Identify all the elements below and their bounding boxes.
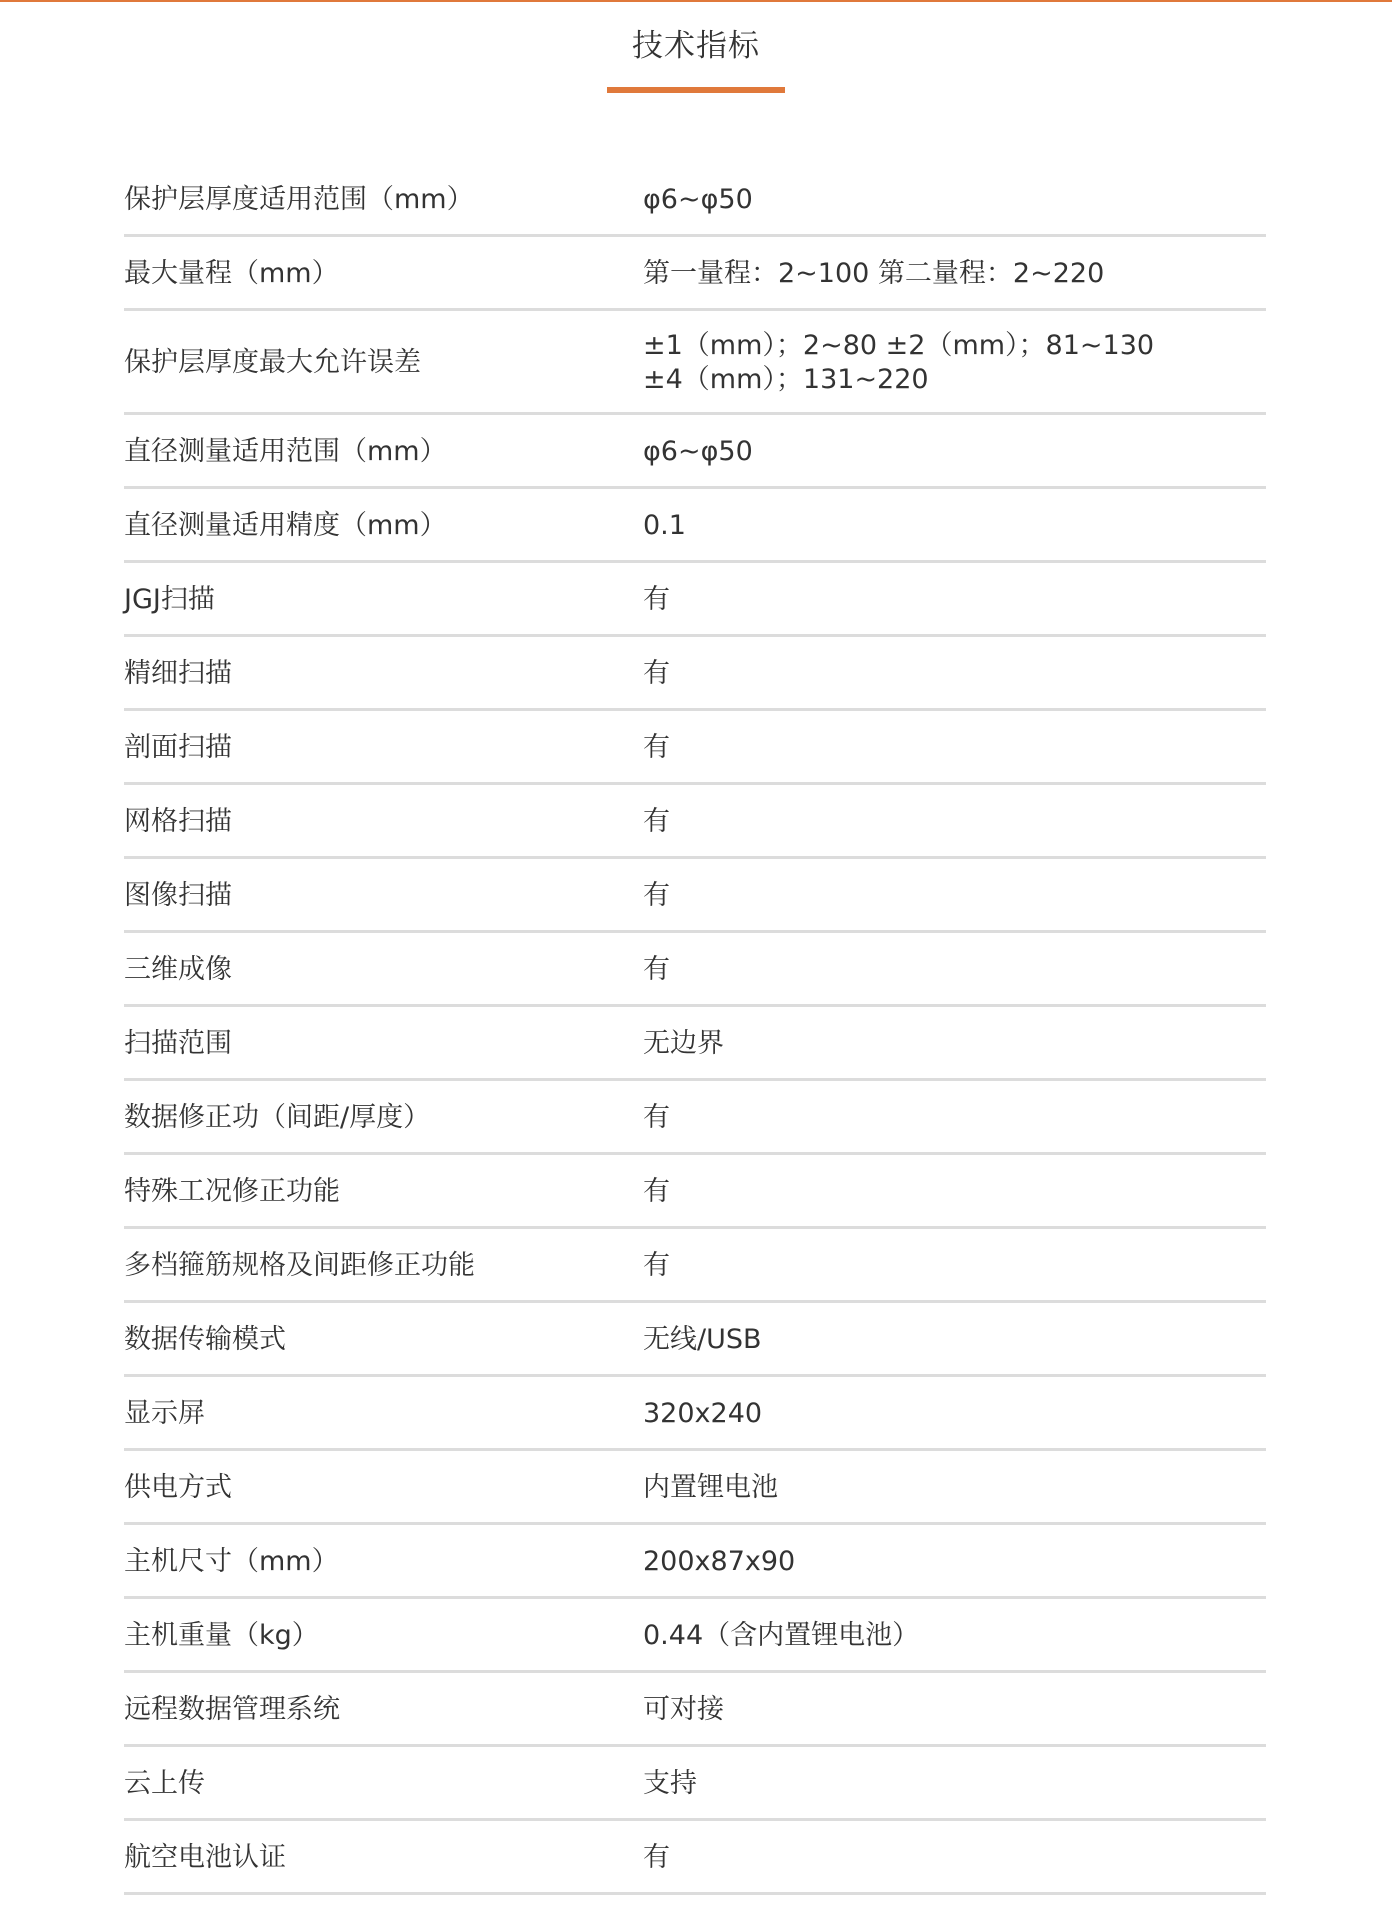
- spec-value: 0.44（含内置锂电池）: [643, 1619, 920, 1651]
- spec-value: 有: [643, 1101, 670, 1133]
- spec-label: 特殊工况修正功能: [124, 1175, 340, 1207]
- spec-row: [124, 1007, 1266, 1081]
- spec-label: 航空电池认证: [124, 1841, 286, 1873]
- spec-value: 有: [643, 1175, 670, 1207]
- section-header: [0, 0, 1392, 95]
- spec-row: [124, 1747, 1266, 1821]
- spec-value: 有: [643, 879, 670, 911]
- spec-label: 最大量程（mm）: [124, 257, 339, 289]
- spec-row: [124, 711, 1266, 785]
- spec-row: [124, 1229, 1266, 1303]
- spec-label: 网格扫描: [124, 805, 232, 837]
- spec-value: ±1（mm）；2~80 ±2（mm）；81~130 ±4（mm）；131~220: [643, 329, 1155, 395]
- spec-label: 主机重量（kg）: [124, 1619, 319, 1651]
- spec-value: φ6~φ50: [643, 435, 753, 467]
- spec-row: [124, 237, 1266, 311]
- spec-row: [124, 1155, 1266, 1229]
- spec-row: [124, 1377, 1266, 1451]
- spec-row: [124, 1303, 1266, 1377]
- spec-label: 多档箍筋规格及间距修正功能: [124, 1249, 475, 1281]
- spec-row: [124, 163, 1266, 237]
- section-title: 技术指标: [632, 28, 760, 64]
- spec-label: 远程数据管理系统: [124, 1693, 340, 1725]
- spec-value: 有: [643, 953, 670, 985]
- spec-value: 无线/USB: [643, 1323, 762, 1355]
- spec-value: 有: [643, 731, 670, 763]
- spec-row: [124, 1451, 1266, 1525]
- spec-row: [124, 1673, 1266, 1747]
- spec-value: 有: [643, 805, 670, 837]
- spec-row: [124, 489, 1266, 563]
- spec-label: 保护层厚度适用范围（mm）: [124, 183, 474, 215]
- spec-row: [124, 785, 1266, 859]
- spec-value: 第一量程：2~100 第二量程：2~220: [643, 257, 1105, 289]
- spec-value: 有: [643, 1249, 670, 1281]
- title-underline: [607, 87, 785, 93]
- spec-value: 内置锂电池: [643, 1471, 778, 1503]
- spec-row: [124, 1525, 1266, 1599]
- spec-row: [124, 563, 1266, 637]
- spec-table: [124, 163, 1266, 1895]
- spec-value: φ6~φ50: [643, 183, 753, 215]
- spec-row: [124, 933, 1266, 1007]
- spec-label: 三维成像: [124, 953, 232, 985]
- spec-label: 图像扫描: [124, 879, 232, 911]
- spec-label: 直径测量适用精度（mm）: [124, 509, 447, 541]
- spec-value: 有: [643, 657, 670, 689]
- spec-label: 保护层厚度最大允许误差: [124, 346, 421, 378]
- spec-value: 200x87x90: [643, 1545, 796, 1577]
- spec-label: 显示屏: [124, 1397, 205, 1429]
- spec-label: 直径测量适用范围（mm）: [124, 435, 447, 467]
- spec-label: 主机尺寸（mm）: [124, 1545, 339, 1577]
- spec-value: 支持: [643, 1767, 697, 1799]
- spec-value: 有: [643, 1841, 670, 1873]
- spec-row: [124, 1599, 1266, 1673]
- spec-row: [124, 1821, 1266, 1895]
- spec-label: 精细扫描: [124, 657, 232, 689]
- spec-label: 云上传: [124, 1767, 205, 1799]
- spec-row: [124, 311, 1266, 415]
- spec-row: [124, 1081, 1266, 1155]
- spec-value: 无边界: [643, 1027, 724, 1059]
- spec-row: [124, 415, 1266, 489]
- spec-label: JGJ扫描: [124, 583, 215, 615]
- spec-label: 扫描范围: [124, 1027, 232, 1059]
- spec-value: 可对接: [643, 1693, 724, 1725]
- spec-row: [124, 637, 1266, 711]
- spec-label: 剖面扫描: [124, 731, 232, 763]
- spec-row: [124, 859, 1266, 933]
- spec-label: 数据传输模式: [124, 1323, 286, 1355]
- spec-value: 0.1: [643, 509, 686, 541]
- spec-label: 数据修正功（间距/厚度）: [124, 1101, 431, 1133]
- spec-label: 供电方式: [124, 1471, 232, 1503]
- spec-value: 有: [643, 583, 670, 615]
- spec-value: 320x240: [643, 1397, 763, 1429]
